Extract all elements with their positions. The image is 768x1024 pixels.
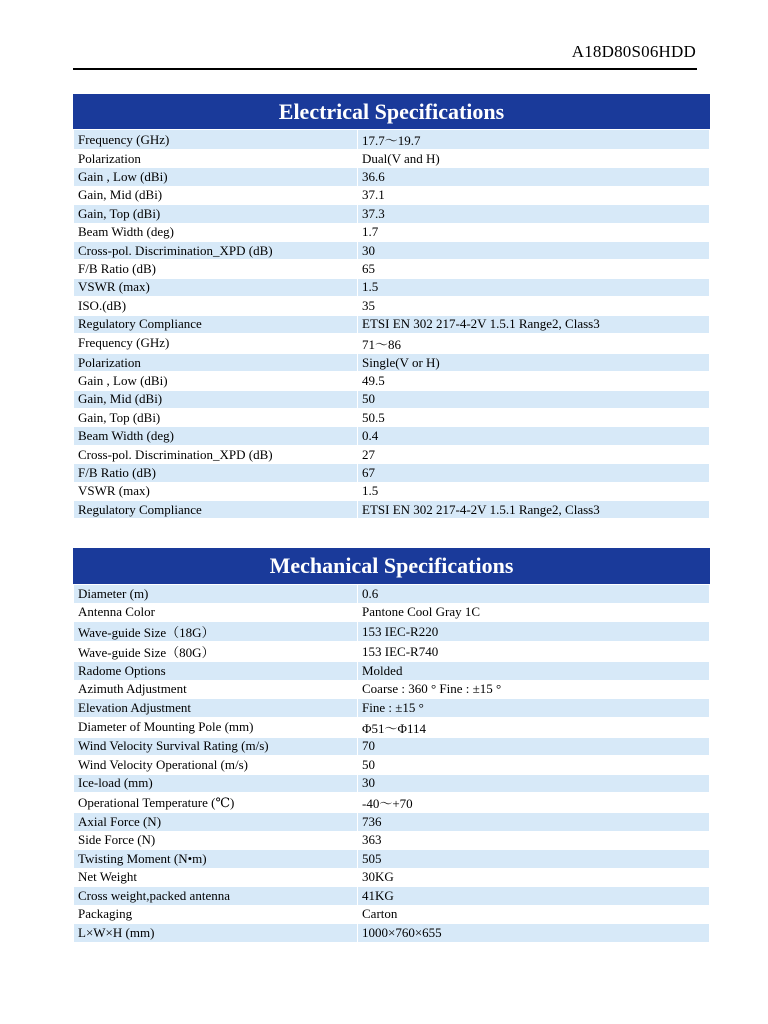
spec-row	[74, 717, 710, 737]
spec-value: 35	[358, 297, 710, 315]
spec-row	[74, 756, 710, 775]
spec-label: Gain, Mid (dBi)	[74, 186, 358, 204]
spec-label: F/B Ratio (dB)	[74, 464, 358, 482]
spec-label: Gain, Top (dBi)	[74, 205, 358, 223]
spec-label: Polarization	[74, 353, 358, 371]
spec-value: Single(V or H)	[358, 353, 710, 371]
spec-label: ISO.(dB)	[74, 297, 358, 315]
spec-row	[74, 642, 710, 662]
spec-label: Cross weight,packed antenna	[74, 887, 358, 906]
spec-value: 30KG	[358, 868, 710, 887]
spec-value: 71～86	[358, 333, 710, 353]
spec-label: F/B Ratio (dB)	[74, 260, 358, 278]
spec-value: 30	[358, 241, 710, 259]
spec-label: Wind Velocity Operational (m/s)	[74, 756, 358, 775]
spec-label: Beam Width (deg)	[74, 223, 358, 241]
spec-value: 50	[358, 756, 710, 775]
spec-value: Pantone Cool Gray 1C	[358, 603, 710, 622]
spec-row	[74, 622, 710, 642]
spec-row	[74, 774, 710, 793]
spec-value: ETSI EN 302 217-4-2V 1.5.1 Range2, Class3	[358, 315, 710, 333]
spec-row	[74, 333, 710, 353]
spec-row	[74, 850, 710, 869]
spec-value: 65	[358, 260, 710, 278]
spec-row	[74, 186, 710, 204]
spec-value: 36.6	[358, 168, 710, 186]
spec-row	[74, 905, 710, 924]
spec-row	[74, 150, 710, 168]
spec-value: 0.4	[358, 427, 710, 445]
spec-value: 50.5	[358, 409, 710, 427]
spec-value: 17.7～19.7	[358, 130, 710, 150]
spec-value: Coarse : 360 ° Fine : ±15 °	[358, 680, 710, 699]
spec-row	[74, 868, 710, 887]
mechanical-specifications-section	[73, 548, 710, 943]
spec-label: Cross-pol. Discrimination_XPD (dB)	[74, 241, 358, 259]
spec-label: Elevation Adjustment	[74, 699, 358, 718]
spec-row	[74, 205, 710, 223]
spec-row	[74, 482, 710, 500]
spec-row	[74, 662, 710, 681]
spec-value: 1.7	[358, 223, 710, 241]
spec-label: Azimuth Adjustment	[74, 680, 358, 699]
spec-row	[74, 390, 710, 408]
mechanical-specifications-title: Mechanical Specifications	[73, 548, 710, 584]
spec-label: Regulatory Compliance	[74, 315, 358, 333]
spec-label: Axial Force (N)	[74, 813, 358, 832]
spec-row	[74, 831, 710, 850]
spec-row	[74, 924, 710, 943]
header-divider	[73, 68, 697, 70]
spec-row	[74, 585, 710, 604]
spec-row	[74, 372, 710, 390]
spec-value: Carton	[358, 905, 710, 924]
spec-value: 736	[358, 813, 710, 832]
spec-value: 505	[358, 850, 710, 869]
spec-label: Wave-guide Size（18G）	[74, 622, 358, 642]
spec-value: 30	[358, 774, 710, 793]
spec-value: Dual(V and H)	[358, 150, 710, 168]
spec-value: 1.5	[358, 482, 710, 500]
spec-label: Gain, Mid (dBi)	[74, 390, 358, 408]
electrical-specifications-table	[73, 129, 710, 519]
spec-value: Fine : ±15 °	[358, 699, 710, 718]
spec-value: 153 IEC-R220	[358, 622, 710, 642]
spec-label: VSWR (max)	[74, 482, 358, 500]
spec-label: Gain, Top (dBi)	[74, 409, 358, 427]
spec-row	[74, 501, 710, 519]
spec-value: 27	[358, 445, 710, 463]
spec-value: 70	[358, 737, 710, 756]
spec-value: 0.6	[358, 585, 710, 604]
spec-row	[74, 409, 710, 427]
spec-label: Wave-guide Size（80G）	[74, 642, 358, 662]
mechanical-specifications-table	[73, 584, 710, 943]
spec-value: 37.3	[358, 205, 710, 223]
spec-label: Gain , Low (dBi)	[74, 168, 358, 186]
spec-label: Gain , Low (dBi)	[74, 372, 358, 390]
spec-value: 50	[358, 390, 710, 408]
spec-row	[74, 130, 710, 150]
spec-value: Φ51～Φ114	[358, 717, 710, 737]
spec-row	[74, 445, 710, 463]
spec-label: Diameter (m)	[74, 585, 358, 604]
spec-row	[74, 168, 710, 186]
spec-row	[74, 278, 710, 296]
spec-row	[74, 315, 710, 333]
spec-value: -40～+70	[358, 793, 710, 813]
spec-value: Molded	[358, 662, 710, 681]
spec-label: VSWR (max)	[74, 278, 358, 296]
electrical-specifications-title: Electrical Specifications	[73, 94, 710, 129]
spec-label: Ice-load (mm)	[74, 774, 358, 793]
spec-row	[74, 353, 710, 371]
spec-row	[74, 680, 710, 699]
spec-label: Diameter of Mounting Pole (mm)	[74, 717, 358, 737]
spec-label: Radome Options	[74, 662, 358, 681]
spec-row	[74, 297, 710, 315]
spec-value: ETSI EN 302 217-4-2V 1.5.1 Range2, Class3	[358, 501, 710, 519]
spec-value: 41KG	[358, 887, 710, 906]
spec-row	[74, 737, 710, 756]
spec-label: Packaging	[74, 905, 358, 924]
spec-row	[74, 699, 710, 718]
spec-value: 37.1	[358, 186, 710, 204]
spec-label: Side Force (N)	[74, 831, 358, 850]
spec-label: L×W×H (mm)	[74, 924, 358, 943]
model-number: A18D80S06HDD	[571, 42, 696, 61]
spec-label: Beam Width (deg)	[74, 427, 358, 445]
spec-label: Twisting Moment (N•m)	[74, 850, 358, 869]
spec-label: Cross-pol. Discrimination_XPD (dB)	[74, 445, 358, 463]
spec-value: 1.5	[358, 278, 710, 296]
spec-row	[74, 813, 710, 832]
spec-row	[74, 241, 710, 259]
spec-value: 153 IEC-R740	[358, 642, 710, 662]
spec-row	[74, 260, 710, 278]
spec-value: 1000×760×655	[358, 924, 710, 943]
spec-value: 67	[358, 464, 710, 482]
spec-label: Polarization	[74, 150, 358, 168]
spec-row	[74, 464, 710, 482]
spec-label: Frequency (GHz)	[74, 130, 358, 150]
spec-label: Net Weight	[74, 868, 358, 887]
spec-label: Antenna Color	[74, 603, 358, 622]
spec-row	[74, 427, 710, 445]
spec-row	[74, 793, 710, 813]
spec-row	[74, 223, 710, 241]
spec-label: Frequency (GHz)	[74, 333, 358, 353]
spec-label: Regulatory Compliance	[74, 501, 358, 519]
spec-row	[74, 887, 710, 906]
spec-value: 363	[358, 831, 710, 850]
spec-value: 49.5	[358, 372, 710, 390]
spec-label: Operational Temperature (℃)	[74, 793, 358, 813]
spec-label: Wind Velocity Survival Rating (m/s)	[74, 737, 358, 756]
electrical-specifications-section	[73, 94, 710, 519]
spec-row	[74, 603, 710, 622]
